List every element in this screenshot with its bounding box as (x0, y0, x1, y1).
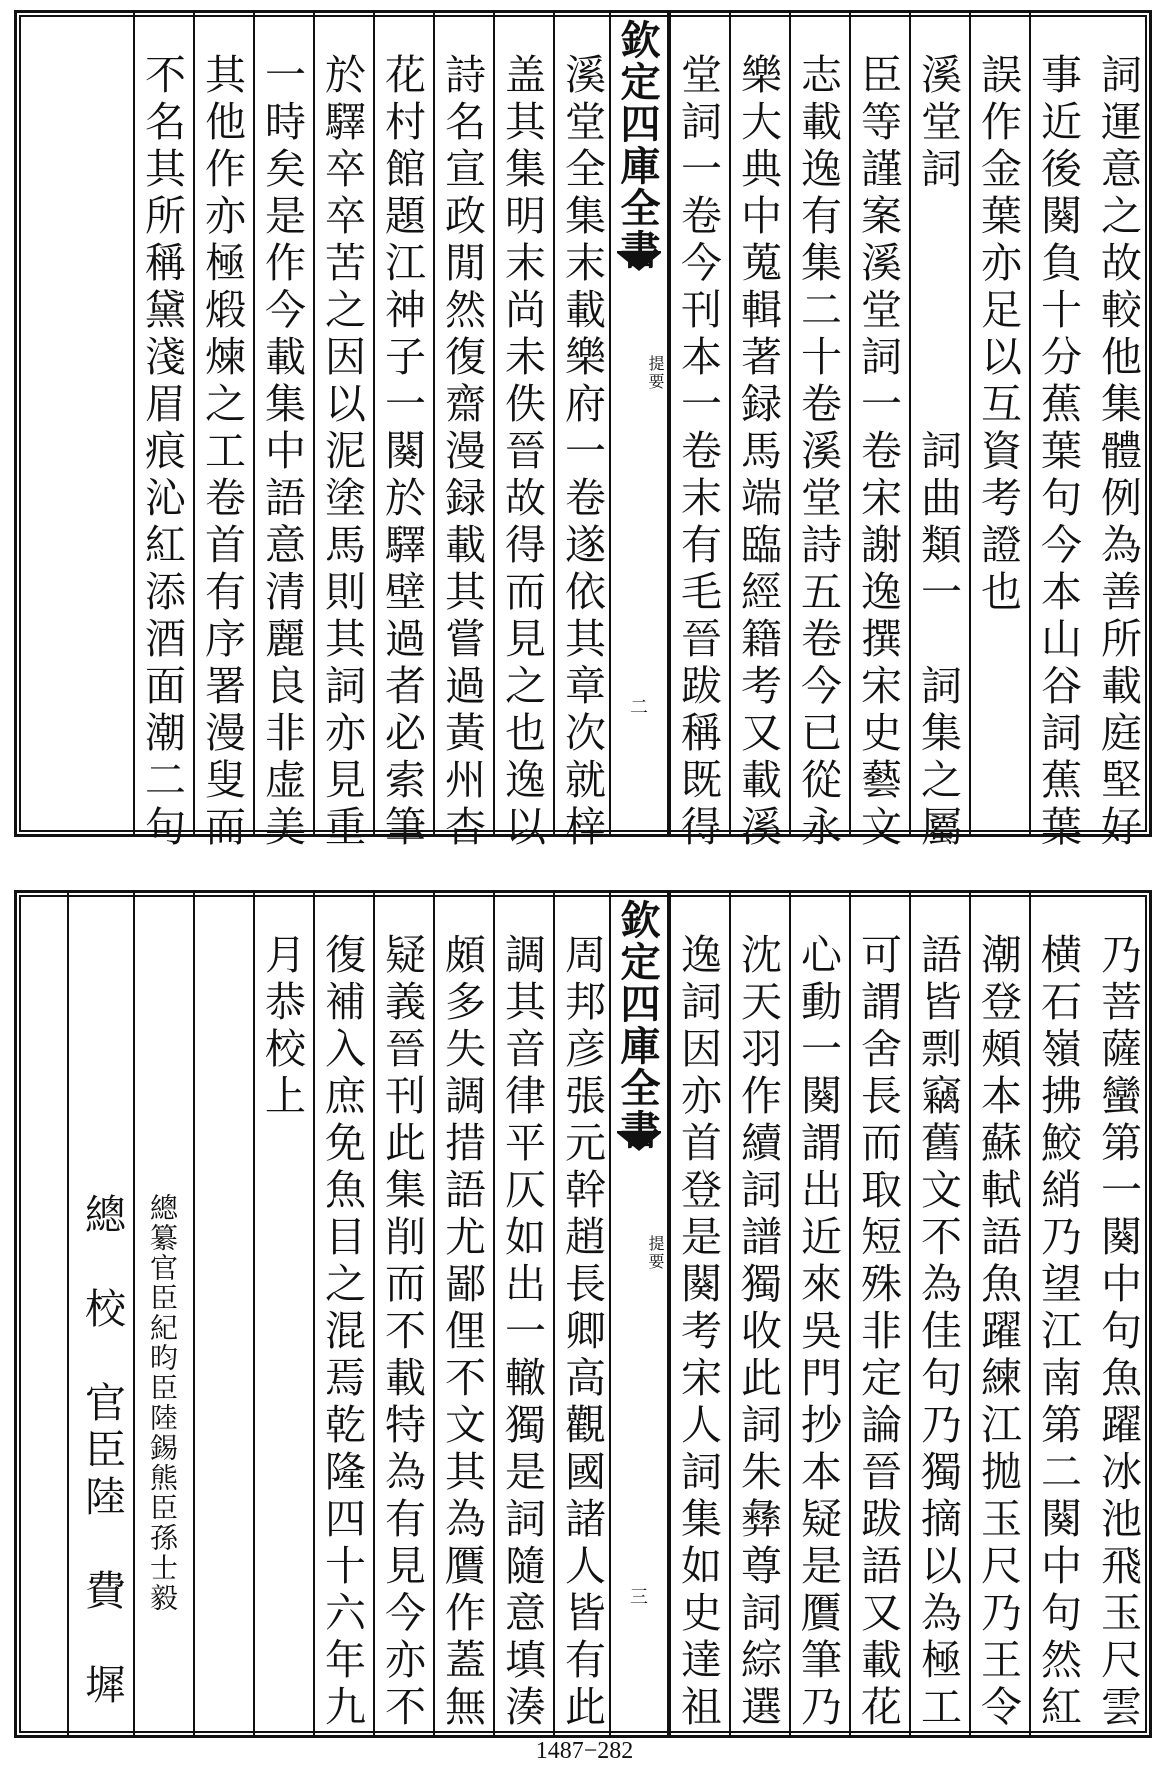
section-label: 提要 (646, 1235, 665, 1271)
text-column: 復補入庶免魚目之混焉乾隆四十六年九 (313, 893, 373, 1735)
text-column: 溪堂全集末載樂府一卷遂依其章次就梓 (553, 13, 613, 834)
text-column: 語皆剽竊舊文不為佳句乃獨摘以為極工 (909, 893, 969, 1735)
text-column: 周邦彦張元幹趙長卿高觀國諸人皆有此 (553, 893, 613, 1735)
text-column: 詩名宣政閒然復齋漫録載其嘗過黃州杏 (433, 13, 493, 834)
text-column (193, 893, 253, 1735)
text-column: 其他作亦極煅煉之工卷首有序署漫叟而 (193, 13, 253, 834)
text-column: 疑義晉刊此集削而不載特為有見今亦不 (373, 893, 433, 1735)
fish-tail-mark (617, 1131, 661, 1159)
text-column: 樂大典中蒐輯著録馬端臨經籍考又載溪 (729, 13, 789, 834)
text-column: 潮登頰本蘇軾語魚躍練江拋玉尺乃王令 (969, 893, 1029, 1735)
compiler-credit-column: 總纂官臣紀昀臣陸錫熊臣孫士毅 (133, 893, 193, 1735)
text-column: 一時矣是作今載集中語意清麗良非虚美 (253, 13, 313, 834)
page-marker: 三 (630, 1587, 648, 1608)
text-column: 詞運意之故較他集體例為善所載庭堅好 (1094, 53, 1142, 852)
center-fold-strip (609, 13, 669, 834)
section-label: 提要 (646, 355, 665, 391)
book-title: 欽定四庫全書 (614, 19, 661, 271)
text-column: 盖其集明末尚未佚晉故得而見之也逸以 (493, 13, 553, 834)
text-column: 溪堂詞 詞曲類一 詞集之屬 (909, 13, 969, 834)
text-column: 誤作金葉亦足以互資考證也 (969, 13, 1029, 834)
bottom-page-panel (14, 890, 1152, 1738)
page-marker: 二 (630, 697, 648, 718)
text-column: 心動一闋謂出近來吳門抄本疑是贋筆乃 (789, 893, 849, 1735)
text-column: 臣等謹案溪堂詞一卷宋謝逸撰宋史藝文 (849, 13, 909, 834)
page-number: 1487−282 (535, 1738, 634, 1764)
text-column: 可謂舍長而取短殊非定論晉跋語又載花 (849, 893, 909, 1735)
text-column: 調其音律平仄如出一轍獨是詞隨意填湊 (493, 893, 553, 1735)
text-column: 於驛卒卒苦之因以泥塗馬則其詞亦見重 (313, 13, 373, 834)
text-column: 花村館題江神子一闋於驛壁過者必索筆 (373, 13, 433, 834)
text-column: 逸詞因亦首登是闋考宋人詞集如史達祖 (669, 893, 729, 1735)
text-column: 月恭校上 (253, 893, 313, 1735)
book-title: 欽定四庫全書 (614, 899, 661, 1151)
text-column: 頗多失調措語尤鄙俚不文其為贋作蓋無 (433, 893, 493, 1735)
text-column: 横石嶺拂鮫綃乃望江南第二闋中句然紅 (1029, 893, 1089, 1735)
text-column: 乃菩薩蠻第一闋中句魚躍冰池飛玉尺雲 (1094, 933, 1142, 1732)
text-column: 沈天羽作續詞譜獨收此詞朱彝尊詞綜選 (729, 893, 789, 1735)
text-column: 志載逸有集二十卷溪堂詩五卷今已從永 (789, 13, 849, 834)
proofreader-credit-column: 總 校 官臣陸 費 墀 (67, 893, 133, 1735)
text-column: 事近後闋負十分蕉葉句今本山谷詞蕉葉 (1029, 13, 1089, 834)
fish-tail-mark (617, 251, 661, 279)
center-fold-strip (609, 893, 669, 1735)
text-column: 不名其所稱黛淺眉痕沁紅添酒面潮二句 (133, 13, 193, 834)
text-column: 堂詞一卷今刊本一卷末有毛晉跋稱既得 (669, 13, 729, 834)
top-page-panel (14, 10, 1152, 852)
